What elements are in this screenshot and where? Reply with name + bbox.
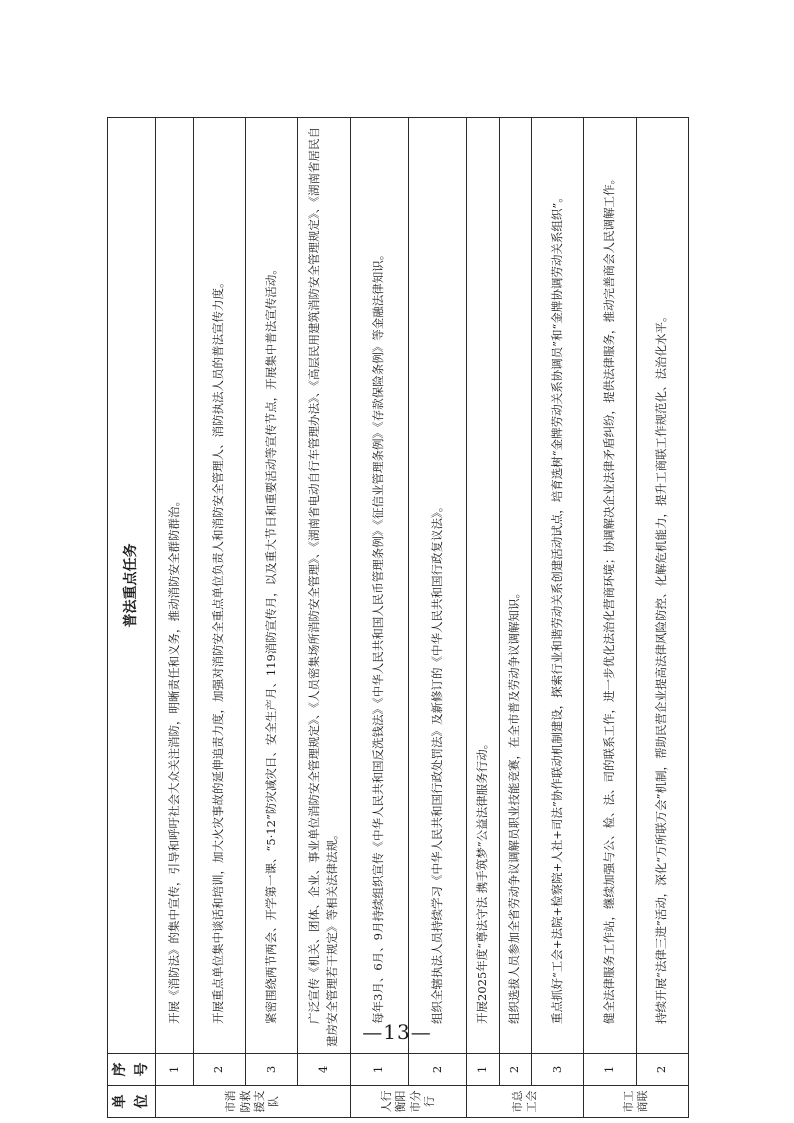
- unit-cell-trade-union: 市总工会: [467, 1086, 584, 1118]
- page-number: —13—: [362, 1020, 432, 1044]
- task-cell: 每年3月、6月、9月持续组织宣传《中华人民共和国反洗钱法》《中华人民共和国人民币管理条例》《征信业管理条例》《存款保险条例》等金融法律知识。: [350, 118, 408, 1054]
- header-unit: 单位: [108, 1086, 156, 1118]
- index-cell: 2: [499, 1054, 531, 1086]
- index-cell: 4: [298, 1054, 350, 1086]
- table-row: [156, 118, 193, 1118]
- table-row: [193, 118, 245, 1118]
- task-cell: 广泛宣传《机关、团体、企业、事业单位消防安全管理规定》、《人员密集场所消防安全管理》、《湖南省电动自行车管理办法》、《高层民用建筑消防安全管理规定》、《湖南省居民自建房安全管理若干规定》等相关法律法规。: [298, 118, 350, 1054]
- table-header-row: [108, 118, 156, 1118]
- table-row: [636, 118, 688, 1118]
- task-cell: 开展2025年度“尊法守法 携手筑梦”公益法律服务行动。: [467, 118, 499, 1054]
- index-cell: 1: [350, 1054, 408, 1086]
- table-row: [245, 118, 297, 1118]
- table-row: [467, 118, 499, 1118]
- unit-cell-pboc: 人行衡阳市分行: [350, 1086, 467, 1118]
- index-cell: 1: [467, 1054, 499, 1086]
- header-index: 序号: [108, 1054, 156, 1086]
- task-cell: 重点抓好“工会+法院+检察院+人社+司法”协作联动机制建设，探索行业和谐劳动关系创建活动试点，培育选树“金牌劳动关系协调员”和“金牌协调劳动关系组织”。: [531, 118, 583, 1054]
- table-row: [350, 118, 408, 1118]
- header-task: 普法重点任务: [108, 118, 156, 1054]
- index-cell: 1: [156, 1054, 193, 1086]
- table-row: [531, 118, 583, 1118]
- legal-tasks-table: [107, 117, 689, 1118]
- rotated-table-wrapper: [107, 118, 689, 1118]
- table-row: [499, 118, 531, 1118]
- table-row: [584, 118, 636, 1118]
- index-cell: 2: [409, 1054, 467, 1086]
- task-cell: 持续开展“法律三进”活动，深化“万所联万会”机制，帮助民营企业提高法律风险防控、化解危机能力，提升工商联工作规范化、法治化水平。: [636, 118, 688, 1054]
- index-cell: 3: [531, 1054, 583, 1086]
- task-cell: 组织全辖执法人员持续学习《中华人民共和国行政处罚法》及新修订的《中华人民共和国行政复议法》。: [409, 118, 467, 1054]
- task-cell: 开展重点单位集中谈话和培训，加大火灾事故的延伸追责力度，加强对消防安全重点单位负责人和消防安全管理人、消防执法人员的普法宣传力度。: [193, 118, 245, 1054]
- unit-cell-fire-brigade: 市消防救援支队: [156, 1086, 350, 1118]
- index-cell: 3: [245, 1054, 297, 1086]
- index-cell: 2: [193, 1054, 245, 1086]
- unit-cell-federation: 市工商联: [584, 1086, 689, 1118]
- index-cell: 2: [636, 1054, 688, 1086]
- task-cell: 健全法律服务工作站，继续加强与公、检、法、司的联系工作，进一步优化法治化营商环境；协调解决企业法律矛盾纠纷，提供法律服务，推动完善商会人民调解工作。: [584, 118, 636, 1054]
- index-cell: 1: [584, 1054, 636, 1086]
- task-cell: 组织选拔人员参加全省劳动争议调解员职业技能竞赛，在全市普及劳动争议调解知识。: [499, 118, 531, 1054]
- task-cell: 紧密围绕两节两会、开学第一课、“5·12”防灾减灾日、安全生产月、119消防宣传月，以及重大节日和重要活动等宣传节点，开展集中普法宣传活动。: [245, 118, 297, 1054]
- task-cell: 开展《消防法》的集中宣传，引导和呼吁社会大众关注消防，明晰责任和义务，推动消防安全群防群治。: [156, 118, 193, 1054]
- table-row: [298, 118, 350, 1118]
- table-row: [409, 118, 467, 1118]
